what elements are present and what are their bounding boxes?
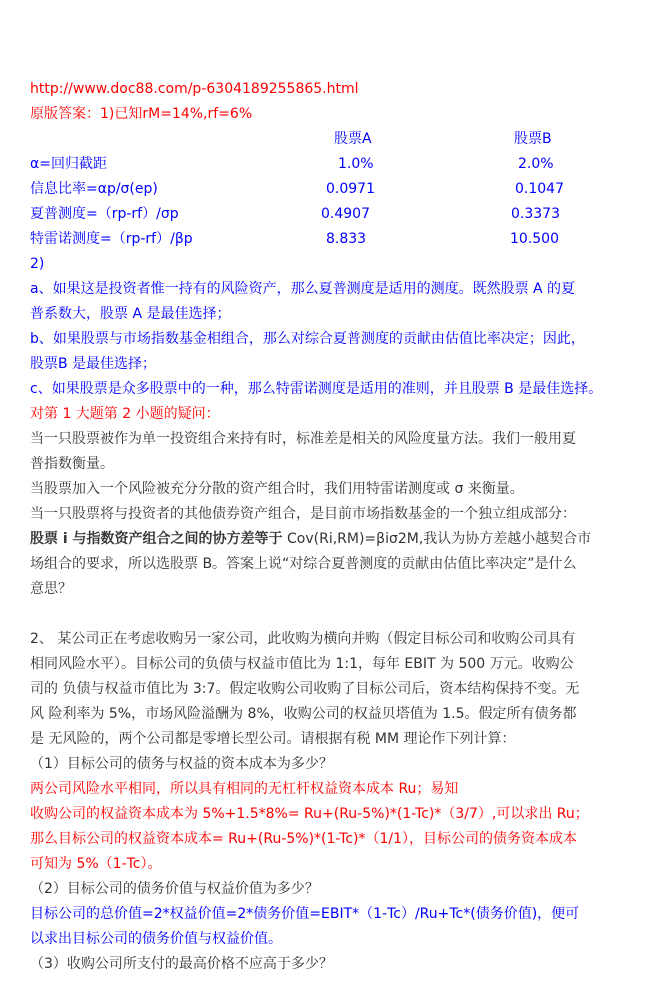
subquestion-2: （2）目标公司的债务价值与权益价值为多少？ [30,881,319,897]
table-cell-b: 0.3373 [511,206,560,222]
source-link[interactable]: http://www.doc88.com/p-6304189255865.html [30,81,359,97]
problem2-line: 是 无风险的，两个公司都是零增长型公司。请根据有税 MM 理论作下列计算： [30,731,516,747]
subanswer-1-line: 收购公司的权益资本成本为 5%+1.5*8%= Ru+(Ru-5%)*(1-Tc)*（3/7）,可以求出 Ru； [30,806,589,822]
table-cell-b: 0.1047 [515,181,564,197]
table-cell-a: 0.4907 [321,206,370,222]
question-rest-text: Cov(Ri,RM)=βiσ2M,我认为协方差越小越契合市 [282,531,592,547]
subanswer-1-line: 两公司风险水平相同，所以具有相同的无杠杆权益资本成本 Ru；易知 [30,781,459,797]
table-row-label: 特雷诺测度=（rp-rf）/βp [30,231,193,247]
question-line: 当股票加入一个风险被充分分散的资产组合时，我们用特雷诺测度或 σ 来衡量。 [30,481,524,497]
question-bold-text: 股票 i 与指数资产组合之间的协方差等于 [30,531,283,547]
part2-label: 2) [30,256,45,272]
table-cell-b: 10.500 [510,231,559,247]
table-cell-a: 1.0% [338,156,374,172]
table-header-stock-a: 股票A [334,131,372,147]
subanswer-1-line: 那么目标公司的权益资本成本= Ru+(Ru-5%)*(1-Tc)*（1/1），目标公司的债务资本成本 [30,831,578,847]
subquestion-3: （3）收购公司所支付的最高价格不应高于多少？ [30,956,333,972]
problem2-line: 2、 某公司正在考虑收购另一家公司，此收购为横向并购（假定目标公司和收购公司具有 [30,631,576,647]
problem2-line: 相同风险水平）。目标公司的负债与权益市值比为 1:1，每年 EBIT 为 500 万元。收购公 [30,656,574,672]
question-line: 场组合的要求，所以选股票 B。答案上说“对综合夏普测度的贡献由估值比率决定”是什么 [30,556,577,572]
question-line: 普指数衡量。 [30,456,114,472]
table-row-label: 夏普测度=（rp-rf）/σp [30,206,179,222]
table-row-label: α=回归截距 [30,156,107,172]
answer-intro: 原版答案：1)已知rM=14%,rf=6% [30,106,253,122]
question-line: 当一只股票将与投资者的其他债券资产组合，是目前市场指数基金的一个独立组成部分： [30,506,576,522]
question-line: 意思？ [30,581,72,597]
answer-a-line: a、如果这是投资者惟一持有的风险资产，那么夏普测度是适用的测度。既然股票 A 的夏 [30,281,576,297]
answer-b-line: b、如果股票与市场指数基金相组合，那么对综合夏普测度的贡献由估值比率决定；因此， [30,331,585,347]
table-cell-b: 2.0% [518,156,554,172]
table-header-stock-b: 股票B [514,131,552,147]
question-title: 对第 1 大题第 2 小题的疑问： [30,406,220,422]
subanswer-1-line: 可知为 5%（1-Tc）。 [30,856,162,872]
problem2-line: 司的 负债与权益市值比为 3:7。假定收购公司收购了目标公司后，资本结构保持不变。无 [30,681,580,697]
subanswer-2-line: 目标公司的总价值=2*权益价值=2*债务价值=EBIT*（1-Tc）/Ru+Tc*(债务价值)，便可 [30,906,580,922]
subanswer-2-line: 以求出目标公司的债务价值与权益价值。 [30,931,282,947]
answer-c-line: c、如果股票是众多股票中的一种，那么特雷诺测度是适用的准则，并且股票 B 是最佳选择。 [30,381,603,397]
answer-b-line: 股票B 是最佳选择； [30,356,157,372]
problem2-line: 风 险利率为 5%，市场风险溢酬为 8%，收购公司的权益贝塔值为 1.5。假定所有债务都 [30,706,577,722]
question-line: 当一只股票被作为单一投资组合来持有时，标准差是相关的风险度量方法。我们一般用夏 [30,431,576,447]
answer-a-line: 普系数大，股票 A 是最佳选择； [30,306,231,322]
table-cell-a: 8.833 [326,231,367,247]
subquestion-1: （1）目标公司的债务与权益的资本成本为多少？ [30,756,333,772]
question-line-mixed [30,529,591,549]
table-row-label: 信息比率=αp/σ(ep) [30,181,158,197]
table-cell-a: 0.0971 [326,181,375,197]
